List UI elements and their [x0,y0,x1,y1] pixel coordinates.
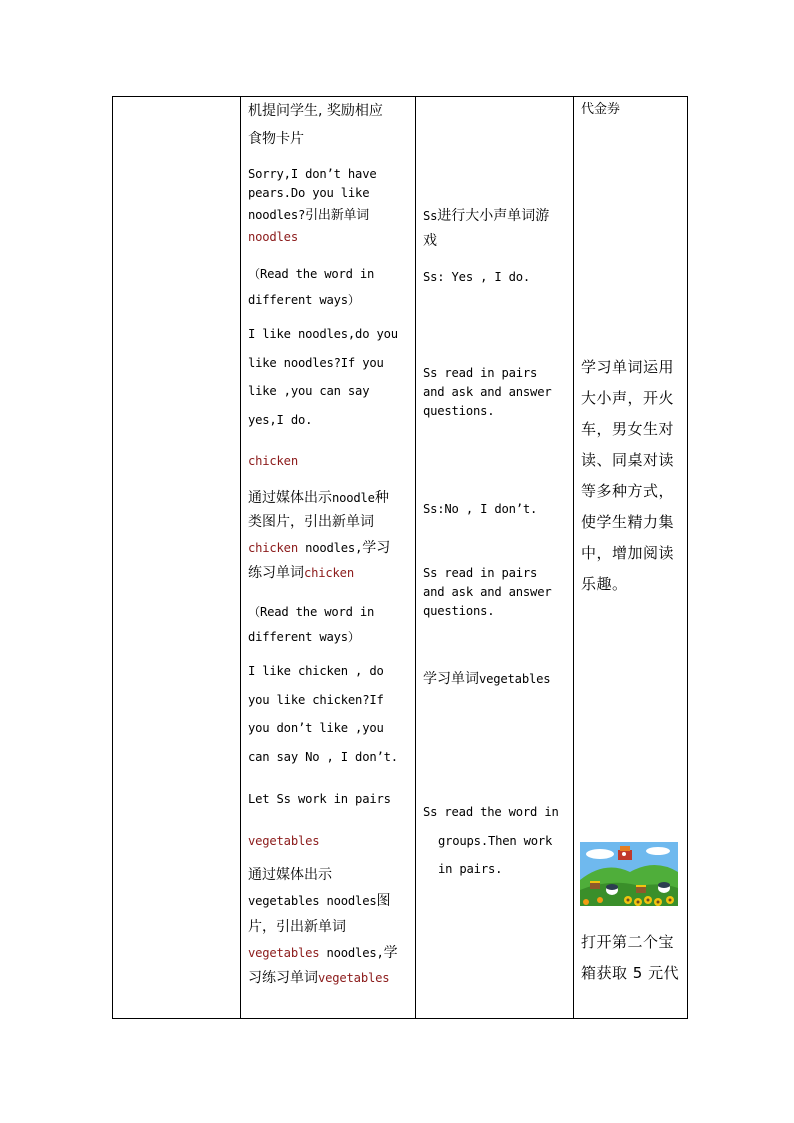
text-line: yes,I do. [248,413,313,427]
text-line: can say No , I don’t. [248,750,398,764]
text-line: 使学生精力集 [581,513,675,531]
text-line: （Read the word in [248,267,375,281]
text-line: 读、同桌对读 [581,451,675,469]
column-divider-3 [573,97,574,1018]
text-line: Ss read in pairs [423,366,538,380]
text-line: like ,you can say [248,384,370,398]
vocab-word-vegetables: vegetables [248,834,320,848]
text-line: vegetables noodles图 [248,893,391,909]
text-line: different ways） [248,293,360,307]
vocab-word-chicken: chicken [248,454,298,468]
text-line: 戏 [423,233,437,249]
text-line: chicken noodles,学习 [248,540,391,556]
text-line: groups.Then work [438,834,553,848]
text-line: you like chicken?If [248,693,384,707]
text-line: in pairs. [438,862,503,876]
column-1-cell [113,97,239,1018]
text-line: questions. [423,604,495,618]
text-line: Ss: Yes , I do. [423,270,531,284]
text-line: 中，增加阅读 [581,544,675,562]
text-line: 片，引出新单词 [248,919,346,935]
text-line: 练习单词chicken [248,565,354,581]
text-line: Let Ss work in pairs [248,792,391,806]
text-line: 箱获取 5 元代 [581,964,680,982]
text-line: 大小声，开火 [581,389,675,407]
text-line: 代金券 [581,102,621,117]
text-line: like noodles?If you [248,356,384,370]
text-line: Ss:No , I don’t. [423,502,538,516]
text-line: 等多种方式， [581,482,675,500]
text-line: 打开第二个宝 [581,933,675,951]
text-line: （Read the word in [248,605,375,619]
text-line: 食物卡片 [248,131,304,147]
text-line: vegetables noodles,学 [248,945,398,961]
text-line: I like chicken , do [248,664,384,678]
text-line: 机提问学生, 奖励相应 [248,103,383,119]
text-line: Ss read the word in [423,805,559,819]
text-line: and ask and answer [423,585,552,599]
text-line: 乐趣。 [581,575,628,593]
text-line: 习练习单词vegetables [248,970,390,986]
text-line: Ss进行大小声单词游 [423,208,550,224]
vocab-word-noodles: noodles [248,230,298,244]
text-line: and ask and answer [423,385,552,399]
column-divider-2 [415,97,416,1018]
text-line: 车，男女生对 [581,420,675,438]
text-line: different ways） [248,630,360,644]
text-line: 学习单词vegetables [423,671,551,687]
text-line: noodles?引出新单词 [248,208,370,223]
text-line: 类图片，引出新单词 [248,514,374,530]
text-line: Ss read in pairs [423,566,538,580]
text-line: 通过媒体出示noodle种 [248,490,389,506]
text-line: you don’t like ,you [248,721,384,735]
text-line: pears.Do you like [248,186,370,200]
text-line: 通过媒体出示 [248,867,332,883]
text-line: questions. [423,404,495,418]
text-line: Sorry,I don’t have [248,167,377,181]
treasure-game-image [580,842,678,906]
text-line: 学习单词运用 [581,358,675,376]
text-line: I like noodles,do you [248,327,398,341]
column-divider-1 [240,97,241,1018]
